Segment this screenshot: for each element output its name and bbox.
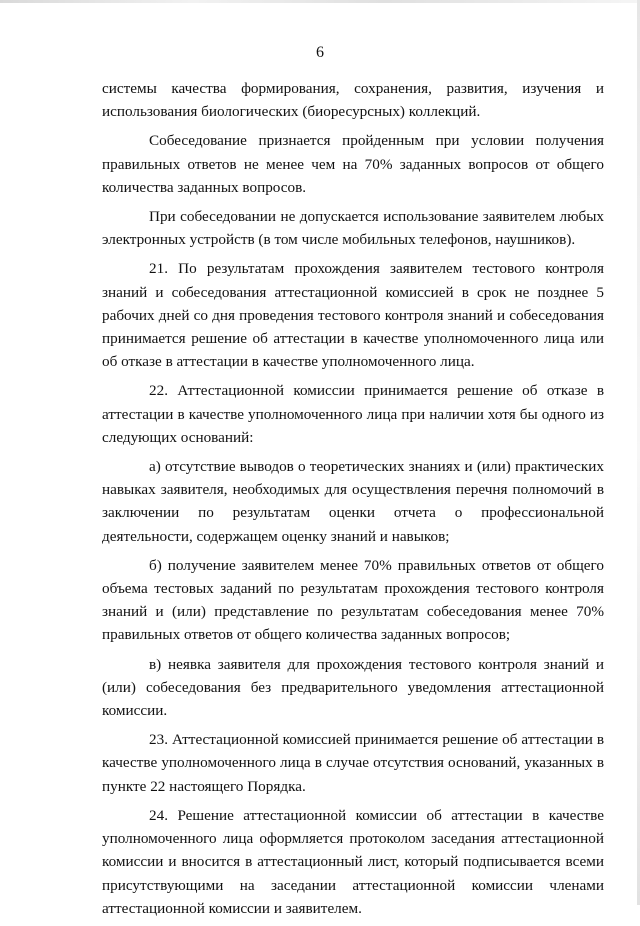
paragraph-item-21: 21. По результатам прохождения заявителем тестового контроля знаний и собеседования аттестационной комиссией в срок не позднее 5 рабочих дней со дня проведения тестового контроля знаний и собеседования принимается решение об аттестации в качестве уполномоченного лица или об отказе в аттестации в качестве уполномоченного лица. bbox=[102, 260, 604, 371]
paragraph-device-prohibition: При собеседовании не допускается использование заявителем любых электронных устройств (в том числе мобильных телефонов, наушников). bbox=[102, 208, 604, 249]
document-body bbox=[102, 77, 604, 926]
paragraph-item-22-a: а) отсутствие выводов о теоретических знаниях и (или) практических навыках заявителя, необходимых для осуществления перечня полномочий в заключении по результатам оценки отчета о профессиональной деятельности, содержащем оценку знаний и навыков; bbox=[102, 458, 604, 545]
paragraph-item-23: 23. Аттестационной комиссией принимается решение об аттестации в качестве уполномоченного лица в случае отсутствия оснований, указанных в пункте 22 настоящего Порядка. bbox=[102, 731, 604, 795]
paragraph-continuation: системы качества формирования, сохранения, развития, изучения и использования биологических (биоресурсных) коллекций. bbox=[102, 80, 604, 121]
paragraph-item-22: 22. Аттестационной комиссии принимается решение об отказе в аттестации в качестве уполномоченного лица при наличии хотя бы одного из следующих оснований: bbox=[102, 382, 604, 446]
scan-top-edge bbox=[0, 0, 640, 3]
page-number: 6 bbox=[316, 44, 324, 61]
paragraph-item-22-b: б) получение заявителем менее 70% правильных ответов от общего объема тестовых заданий по результатам прохождения тестового контроля знаний и (или) представление по результатам собеседования менее 70% правильных ответов от общего количества заданных вопросов; bbox=[102, 556, 604, 644]
paragraph-item-24: 24. Решение аттестационной комиссии об аттестации в качестве уполномоченного лица оформляется протоколом заседания аттестационной комиссии и вносится в аттестационный лист, который подписывается всеми присутствующими на заседании аттестационной комиссии членами аттестационной комиссии и заявителем. bbox=[102, 806, 604, 917]
paragraph-interview-pass-criteria: Собеседование признается пройденным при условии получения правильных ответов не менее чем на 70% заданных вопросов от общего количества заданных вопросов. bbox=[102, 132, 604, 196]
paragraph-item-22-c: в) неявка заявителя для прохождения тестового контроля знаний и (или) собеседования без предварительного уведомления аттестационной комиссии. bbox=[102, 655, 604, 720]
